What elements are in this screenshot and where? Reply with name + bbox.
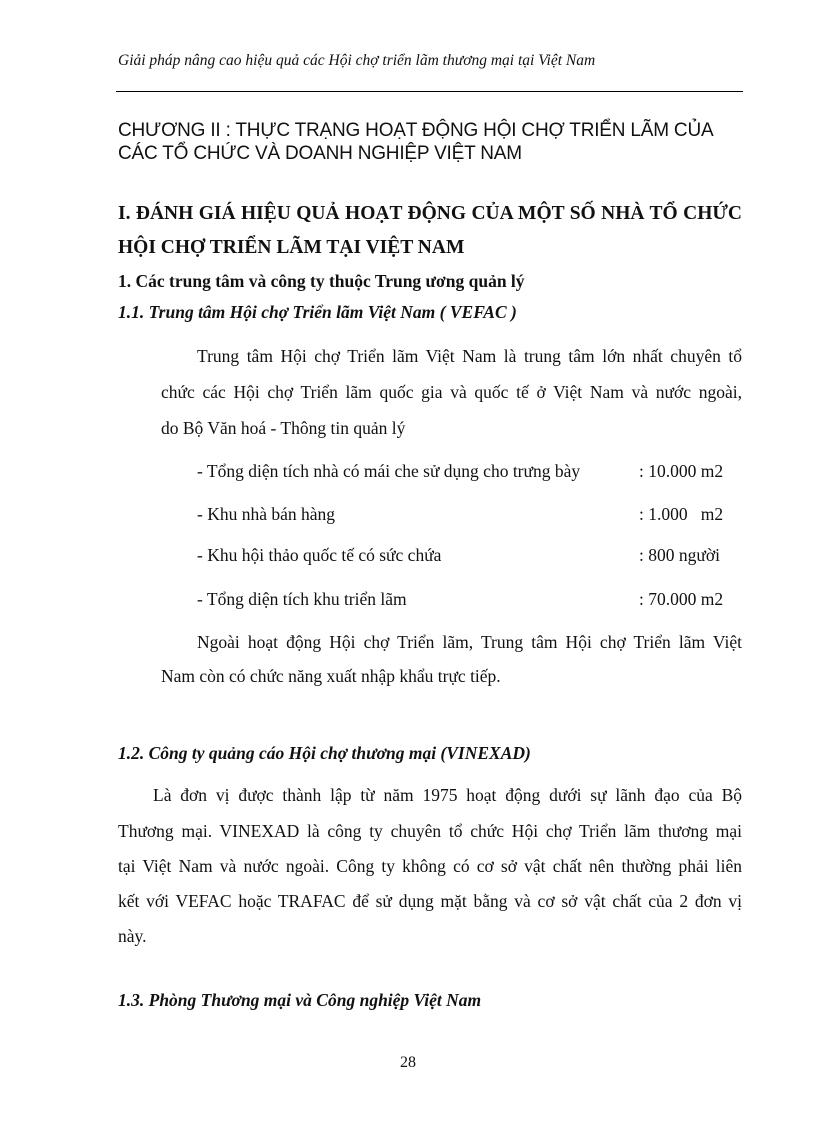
fact-value: : 1.000 m2 (639, 504, 724, 524)
paragraph-line: Là đơn vị được thành lập từ năm 1975 hoạt động dưới sự lãnh đạo của Bộ (153, 785, 742, 805)
running-header: Giải pháp nâng cao hiệu quả các Hội chợ triển lãm thương mại tại Việt Nam (118, 52, 596, 69)
fact-label: - Tổng diện tích khu triển lãm (197, 589, 407, 609)
page-number: 28 (400, 1054, 416, 1071)
fact-value: : 10.000 m2 (639, 461, 724, 481)
section-heading-line-1: I. ĐÁNH GIÁ HIỆU QUẢ HOẠT ĐỘNG CỦA MỘT SỐ NHÀ TỔ CHỨC (118, 203, 742, 224)
chapter-title-line-1: CHƯƠNG II : THỰC TRẠNG HOẠT ĐỘNG HỘI CHỢ TRIỂN LÃM CỦA (118, 120, 714, 141)
subsection-1-title: 1. Các trung tâm và công ty thuộc Trung ương quản lý (118, 271, 525, 291)
fact-value: : 800 người (639, 545, 720, 565)
chapter-title-line-2: CÁC TỔ CHỨC VÀ DOANH NGHIỆP VIỆT NAM (118, 143, 522, 164)
subsection-1-2-title: 1.2. Công ty quảng cáo Hội chợ thương mại (VINEXAD) (118, 743, 531, 763)
fact-label: - Khu hội thảo quốc tế có sức chứa (197, 545, 442, 565)
paragraph-line: Ngoài hoạt động Hội chợ Triển lãm, Trung tâm Hội chợ Triển lãm Việt (197, 632, 742, 652)
paragraph-line: Thương mại. VINEXAD là công ty chuyên tổ chức Hội chợ Triển lãm thương mại (118, 821, 742, 841)
fact-label: - Tổng diện tích nhà có mái che sử dụng cho trưng bày (197, 461, 581, 481)
paragraph-line: kết với VEFAC hoặc TRAFAC để sử dụng mặt bằng và cơ sở vật chất của 2 đơn vị (118, 891, 742, 911)
paragraph-line: Trung tâm Hội chợ Triển lãm Việt Nam là trung tâm lớn nhất chuyên tổ (197, 346, 742, 366)
paragraph-line: do Bộ Văn hoá - Thông tin quản lý (161, 418, 406, 438)
fact-label: - Khu nhà bán hàng (197, 504, 336, 524)
fact-value: : 70.000 m2 (639, 589, 724, 609)
paragraph-line: chức các Hội chợ Triển lãm quốc gia và quốc tế ở Việt Nam và nước ngoài, (161, 382, 742, 402)
header-rule (116, 91, 743, 92)
subsection-1-1-title: 1.1. Trung tâm Hội chợ Triển lãm Việt Nam ( VEFAC ) (118, 302, 517, 322)
subsection-1-3-title: 1.3. Phòng Thương mại và Công nghiệp Việt Nam (118, 990, 482, 1010)
paragraph-line: này. (118, 926, 147, 946)
paragraph-line: Nam còn có chức năng xuất nhập khẩu trực tiếp. (161, 666, 501, 686)
paragraph-line: tại Việt Nam và nước ngoài. Công ty không có cơ sở vật chất nên thường phải liên (118, 856, 742, 876)
section-heading-line-2: HỘI CHỢ TRIỂN LÃM TẠI VIỆT NAM (118, 237, 465, 258)
